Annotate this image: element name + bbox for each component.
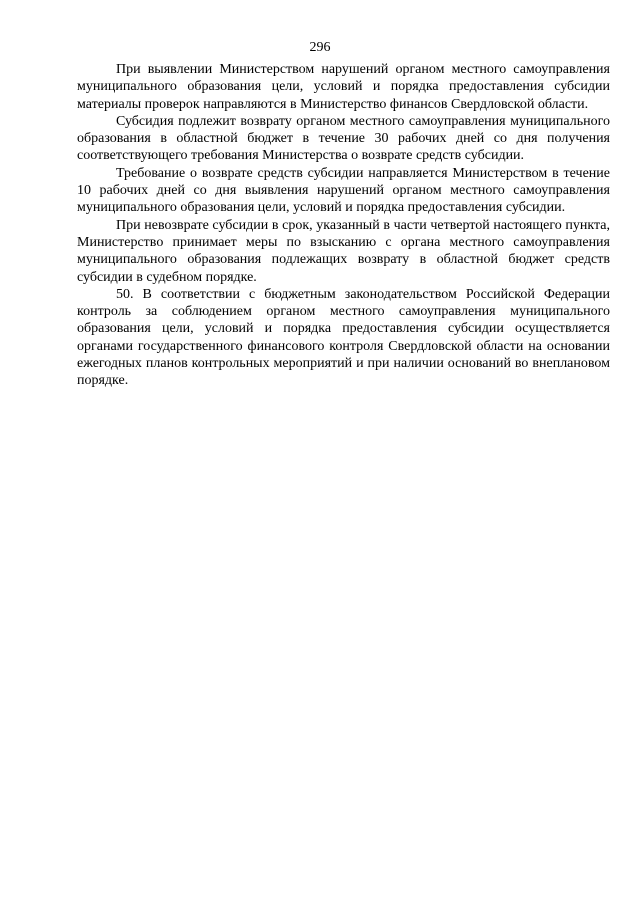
paragraph-subsidy-return: Субсидия подлежит возврату органом местного самоуправления муниципального образования в областной бюджет в течение 30 рабочих дней со дня получения соответствующего требования Министерства о возврате средств субсидии. bbox=[77, 113, 610, 164]
paragraph-return-requirement: Требование о возврате средств субсидии направляется Министерством в течение 10 рабочих дней со дня выявления нарушений органом местного самоуправления муниципального образования цели, условий и порядка предоставления субсидии. bbox=[77, 165, 610, 216]
page-number: 296 bbox=[309, 40, 331, 55]
document-body bbox=[77, 61, 610, 390]
paragraph-non-return-recovery: При невозврате субсидии в срок, указанный в части четвертой настоящего пункта, Министерство принимает меры по взысканию с органа местного самоуправления муниципального образования подлежащих возврату в областной бюджет средств субсидии в судебном порядке. bbox=[77, 217, 610, 285]
paragraph-violation-materials: При выявлении Министерством нарушений органом местного самоуправления муниципального образования цели, условий и порядка предоставления субсидии материалы проверок направляются в Министерство финансов Свердловской области. bbox=[77, 62, 610, 112]
paragraph-item-50-control: 50. В соответствии с бюджетным законодательством Российской Федерации контроль за соблюдением органом местного самоуправления муниципального образования цели, условий и порядка предоставления субсидии осуществляется органами государственного финансового контроля Свердловской области на основании ежегодных планов контрольных мероприятий и при наличии оснований во внеплановом порядке. bbox=[77, 286, 610, 389]
